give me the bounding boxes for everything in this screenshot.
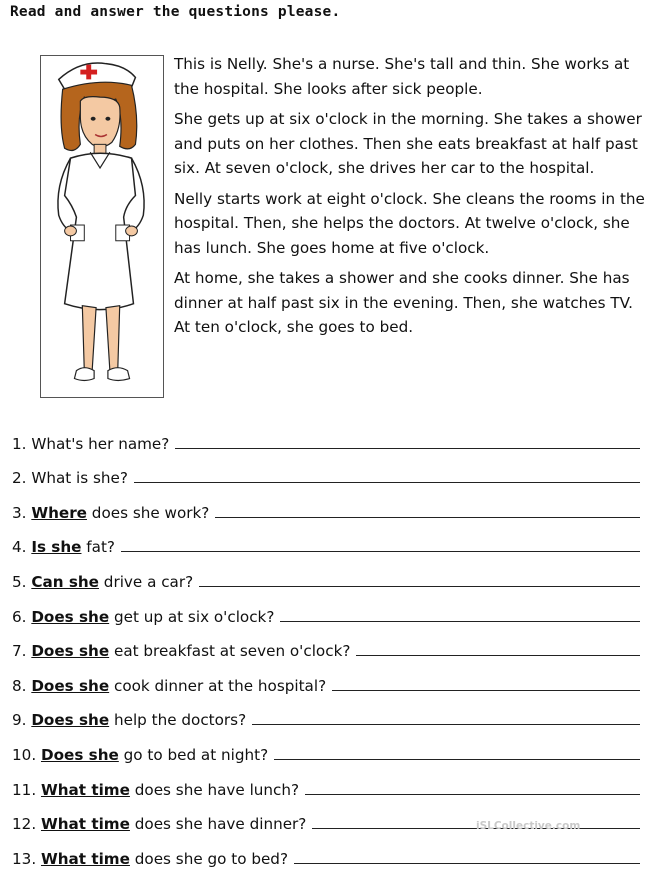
question-row: [12, 660, 640, 695]
answer-line[interactable]: [294, 863, 640, 864]
question-number: 1.: [12, 434, 27, 453]
question-text: go to bed at night?: [118, 745, 269, 764]
question-text: does she work?: [86, 503, 210, 522]
answer-line[interactable]: [274, 759, 640, 760]
question-text: help the doctors?: [109, 711, 247, 730]
question-keyword: Does she: [31, 642, 110, 661]
answer-line[interactable]: [280, 621, 640, 622]
question-row: [12, 626, 640, 661]
passage-paragraph: She gets up at six o'clock in the morning. She takes a shower and puts on her clothes. Then she eats breakfast at half past six. At seven o'clock, she drives her car to the hospital.: [174, 110, 642, 177]
question-row: [12, 556, 640, 591]
nurse-icon: [41, 56, 163, 397]
question-row: [12, 522, 640, 557]
question-number: 2.: [12, 469, 27, 488]
question-keyword: What time: [40, 815, 130, 834]
question-keyword: Does she: [31, 711, 110, 730]
question-text: drive a car?: [98, 572, 194, 591]
nurse-illustration: [40, 55, 164, 398]
question-number: 6.: [12, 607, 27, 626]
question-keyword: Where: [31, 503, 87, 522]
question-number: 8.: [12, 676, 27, 695]
answer-line[interactable]: [121, 551, 640, 552]
question-text: does she have dinner?: [129, 815, 307, 834]
answer-line[interactable]: [199, 586, 640, 587]
question-row: [12, 695, 640, 730]
question-keyword: Does she: [31, 607, 110, 626]
question-number: 12.: [12, 815, 37, 834]
question-text: What is she?: [31, 469, 128, 488]
question-row: [12, 487, 640, 522]
passage-paragraph: Nelly starts work at eight o'clock. She cleans the rooms in the hospital. Then, she helps the doctors. At twelve o'clock, she has lunch. She goes home at five o'clock.: [174, 189, 645, 257]
answer-line[interactable]: [332, 690, 640, 691]
watermark-text: iSLCollective.com: [476, 820, 581, 832]
question-row: [12, 764, 640, 799]
answer-line[interactable]: [305, 794, 640, 795]
question-text: fat?: [81, 538, 115, 557]
question-keyword: What time: [40, 780, 130, 799]
question-text: cook dinner at the hospital?: [109, 676, 327, 695]
question-number: 3.: [12, 503, 27, 522]
question-number: 5.: [12, 572, 27, 591]
question-number: 9.: [12, 711, 27, 730]
question-keyword: What time: [40, 849, 130, 868]
question-text: does she have lunch?: [129, 780, 300, 799]
question-number: 10.: [12, 745, 37, 764]
question-keyword: Is she: [31, 538, 82, 557]
passage-paragraph: At home, she takes a shower and she cooks dinner. She has dinner at half past six in the evening. Then, she watches TV. At ten o'clock, she goes to bed.: [174, 269, 633, 336]
question-list: [12, 418, 640, 868]
question-row: [12, 729, 640, 764]
question-row: [12, 418, 640, 453]
question-row: [12, 591, 640, 626]
question-keyword: Does she: [31, 676, 110, 695]
question-number: 13.: [12, 849, 37, 868]
question-row: [12, 453, 640, 488]
answer-line[interactable]: [252, 724, 640, 725]
question-text: get up at six o'clock?: [109, 607, 275, 626]
question-row: [12, 833, 640, 868]
question-text: What's her name?: [31, 434, 170, 453]
question-number: 7.: [12, 642, 27, 661]
question-number: 11.: [12, 780, 37, 799]
question-text: does she go to bed?: [129, 849, 289, 868]
passage-paragraph: This is Nelly. She's a nurse. She's tall and thin. She works at the hospital. She looks after sick people.: [174, 55, 630, 98]
answer-line[interactable]: [356, 655, 640, 656]
worksheet-instructions: Read and answer the questions please.: [10, 4, 341, 20]
question-keyword: Can she: [31, 572, 99, 591]
question-text: eat breakfast at seven o'clock?: [109, 642, 351, 661]
answer-line[interactable]: [134, 482, 640, 483]
reading-passage: [174, 52, 646, 346]
answer-line[interactable]: [215, 517, 640, 518]
answer-line[interactable]: [175, 448, 640, 449]
question-keyword: Does she: [40, 745, 119, 764]
question-number: 4.: [12, 538, 27, 557]
